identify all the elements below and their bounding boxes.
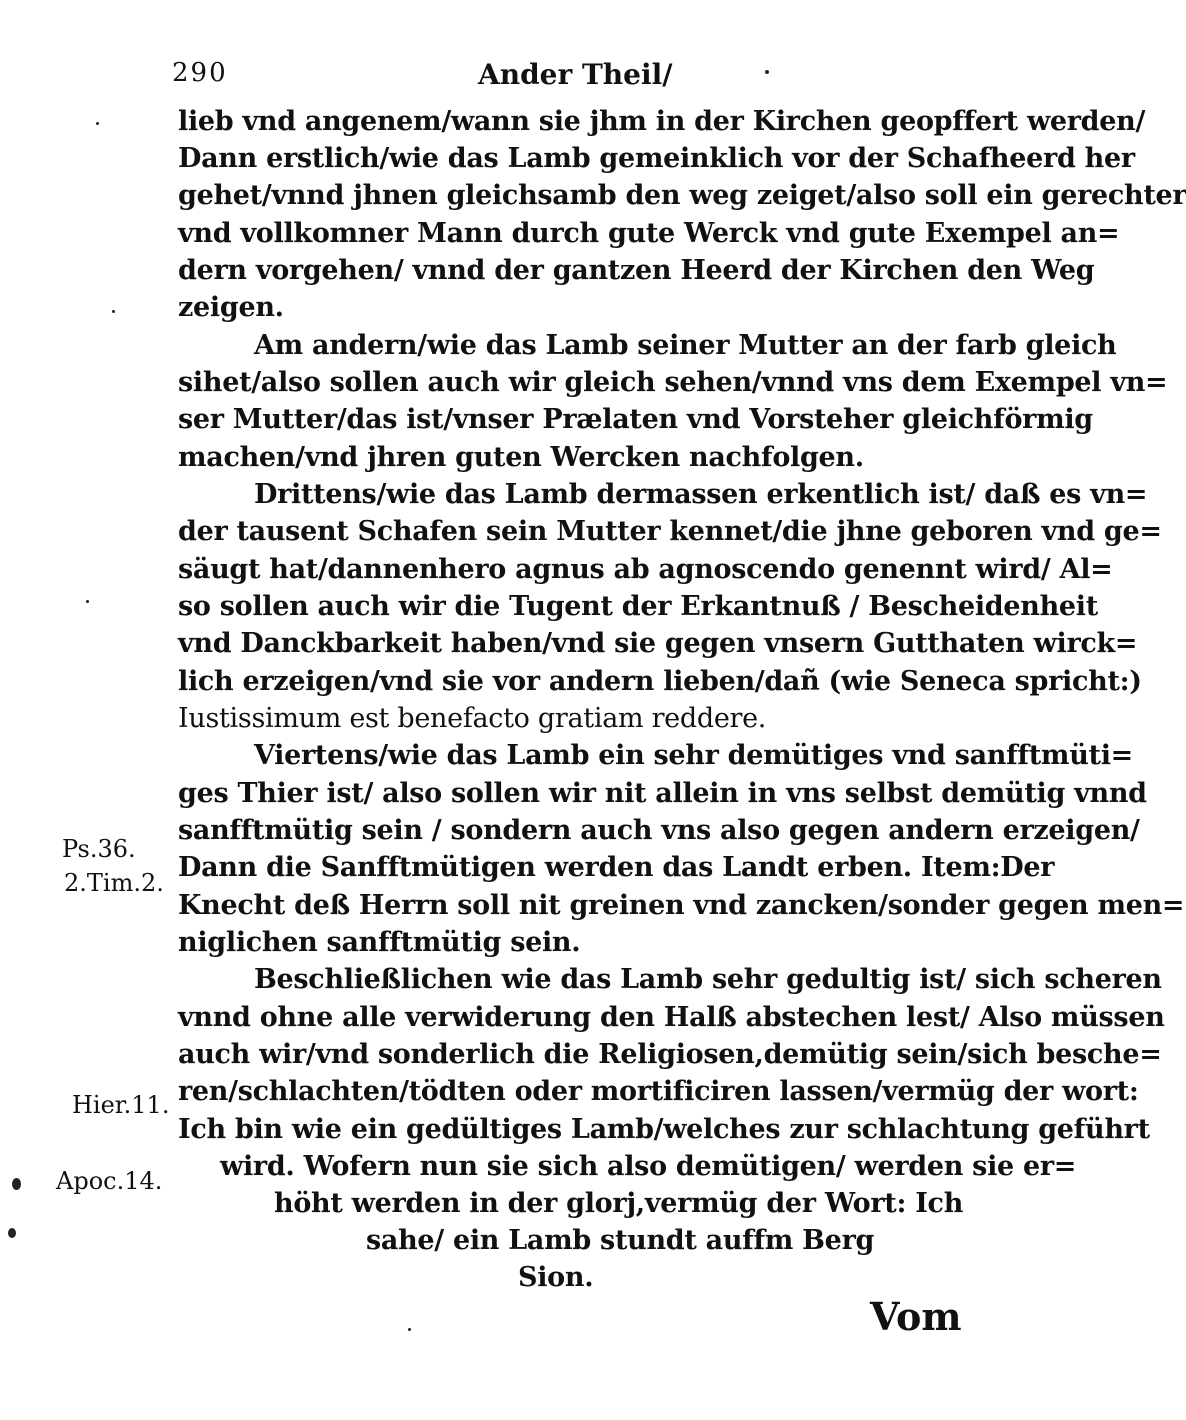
text-line-latin: Iustissimum est benefacto gratiam reddere. — [178, 703, 767, 734]
margin-note-hier11: Hier.11. — [72, 1091, 170, 1119]
text-line: der tausent Schafen sein Mutter kennet/die jhne geboren vnd ge= — [178, 516, 1162, 547]
text-line: auch wir/vnd sonderlich die Religiosen,demütig sein/sich besche= — [178, 1039, 1162, 1070]
text-line: höht werden in der glorj,vermüg der Wort: Ich — [274, 1188, 964, 1219]
text-line: machen/vnd jhren guten Wercken nachfolgen. — [178, 442, 864, 473]
text-line: Dann die Sanfftmütigen werden das Landt erben. Item:Der — [178, 852, 1055, 883]
text-line: säugt hat/dannenhero agnus ab agnoscendo genennt wird/ Al= — [178, 554, 1113, 585]
text-line: lieb vnd angenem/wann sie jhm in der Kirchen geopffert werden/ — [178, 106, 1146, 137]
margin-note-2tim2: 2.Tim.2. — [64, 869, 164, 897]
margin-note-ps36: Ps.36. — [62, 835, 136, 863]
page-header — [0, 58, 1000, 98]
text-line: sahe/ ein Lamb stundt auffm Berg — [366, 1225, 875, 1256]
text-line: wird. Wofern nun sie sich also demütigen/ werden sie er= — [220, 1151, 1077, 1182]
text-line: Am andern/wie das Lamb seiner Mutter an der farb gleich — [254, 330, 1117, 361]
text-line: vnnd ohne alle verwiderung den Halß abstechen lest/ Also müssen — [178, 1002, 1165, 1033]
text-line: ges Thier ist/ also sollen wir nit allein in vns selbst demütig vnnd — [178, 778, 1147, 809]
text-line: gehet/vnnd jhnen gleichsamb den weg zeiget/also soll ein gerechter — [178, 180, 1186, 211]
ink-speck — [765, 70, 769, 74]
text-line: Beschließlichen wie das Lamb sehr gedultig ist/ sich scheren — [254, 964, 1162, 995]
text-line: zeigen. — [178, 292, 284, 323]
text-line: ser Mutter/das ist/vnser Prælaten vnd Vorsteher gleichförmig — [178, 404, 1093, 435]
text-line: Dann erstlich/wie das Lamb gemeinklich vor der Schafheerd her — [178, 143, 1135, 174]
text-line: lich erzeigen/vnd sie vor andern lieben/dañ (wie Seneca spricht:) — [178, 666, 1142, 697]
text-line: Drittens/wie das Lamb dermassen erkentlich ist/ daß es vn= — [254, 479, 1148, 510]
ink-speck — [8, 1228, 16, 1238]
ink-speck — [112, 310, 115, 313]
text-line: Ich bin wie ein gedültiges Lamb/welches zur schlachtung geführt — [178, 1114, 1150, 1145]
text-line: sanfftmütig sein / sondern auch vns also gegen andern erzeigen/ — [178, 815, 1140, 846]
text-line: vnd Danckbarkeit haben/vnd sie gegen vnsern Gutthaten wirck= — [178, 628, 1138, 659]
text-line: niglichen sanfftmütig sein. — [178, 927, 581, 958]
ink-speck — [96, 122, 99, 125]
text-line: vnd vollkomner Mann durch gute Werck vnd gute Exempel an= — [178, 218, 1120, 249]
text-line: dern vorgehen/ vnnd der gantzen Heerd der Kirchen den Weg — [178, 255, 1095, 286]
ink-speck — [408, 1328, 411, 1331]
text-line: sihet/also sollen auch wir gleich sehen/vnnd vns dem Exempel vn= — [178, 367, 1168, 398]
catchword: Vom — [870, 1294, 962, 1339]
ink-speck — [12, 1178, 21, 1190]
page-number: 290 — [172, 58, 228, 88]
margin-note-apoc14: Apoc.14. — [56, 1167, 163, 1195]
text-line: Knecht deß Herrn soll nit greinen vnd zancken/sonder gegen men= — [178, 890, 1185, 921]
running-head: Ander Theil/ — [478, 58, 673, 91]
text-line: so sollen auch wir die Tugent der Erkantnuß / Bescheidenheit — [178, 591, 1098, 622]
text-line: ren/schlachten/tödten oder mortificiren lassen/vermüg der wort: — [178, 1076, 1139, 1107]
ink-speck — [86, 600, 89, 603]
text-line: Viertens/wie das Lamb ein sehr demütiges vnd sanfftmüti= — [254, 740, 1133, 771]
text-line: Sion. — [518, 1262, 594, 1293]
